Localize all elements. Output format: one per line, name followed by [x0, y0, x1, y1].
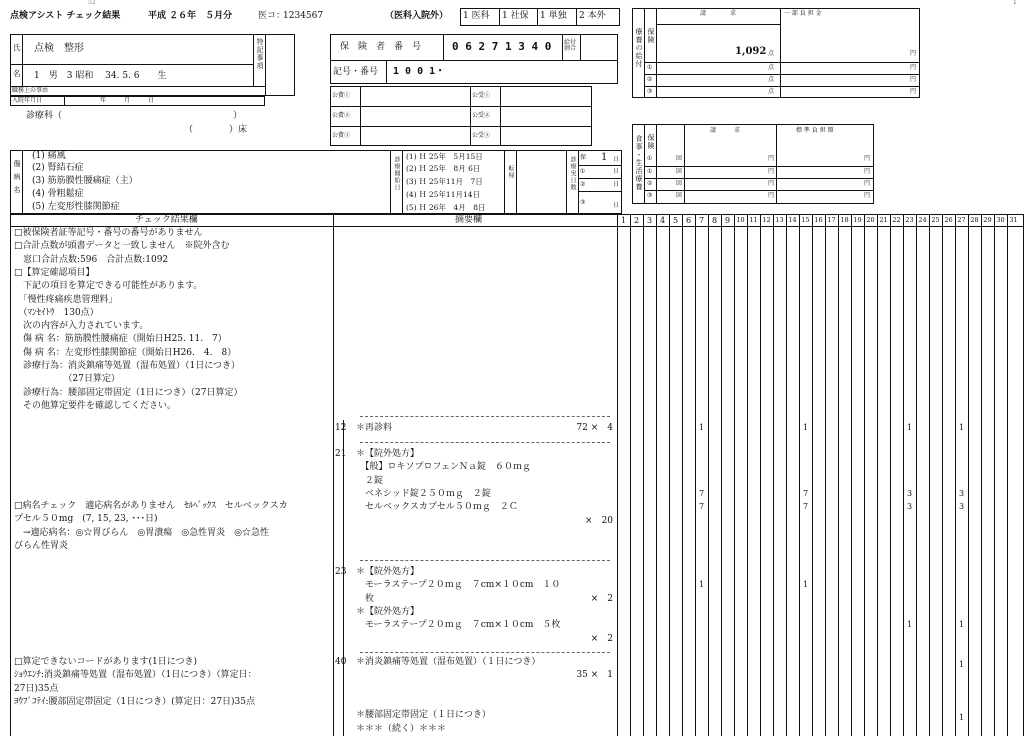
day-mark: 3 [906, 502, 913, 511]
summary-line: ＊再診料 [356, 423, 393, 433]
claim-row-2-yen: 円 [910, 76, 917, 83]
summary-code: 21 [335, 449, 347, 459]
days-row-unit-0: 日 [613, 156, 620, 163]
disease-2: (2) 腎結石症 [32, 163, 84, 173]
bed-label: （ ）床 [184, 125, 248, 135]
day-header: 3 [646, 216, 653, 225]
patient-name: 点検 整形 [34, 43, 84, 54]
days-row-label-0: 保 [580, 154, 587, 161]
summary-code: 23 [335, 567, 347, 577]
day-header: 10 [736, 216, 745, 224]
day-header: 19 [853, 216, 862, 224]
day-header: 17 [827, 216, 836, 224]
meal-row-3: ③ [647, 192, 653, 199]
day-header: 2 [633, 216, 640, 225]
day-header: 24 [918, 216, 927, 224]
day-header: 16 [814, 216, 823, 224]
day-header: 5 [672, 216, 679, 225]
meal-yen-std-1: 円 [864, 168, 871, 175]
meal-yen-std-0: 円 [864, 155, 871, 162]
day-header: 1 [620, 216, 627, 225]
insurance-type-2: 1 社保 [502, 11, 529, 21]
meal-standard-header: 標 準 負 担 額 [796, 127, 834, 134]
public-payer-1: 公費① [332, 92, 351, 99]
admission-label: 入院年月日 [12, 97, 43, 104]
summary-line: ２錠 [356, 475, 384, 486]
claim-side-label: 療養の給付 [635, 28, 643, 68]
day-header: 23 [905, 216, 914, 224]
claim-yen-unit: 円 [910, 50, 917, 57]
check-result-line: ｼｮｳｴﾝﾁ:消炎鎮痛等処置（湿布処置）（1日につき）（算定日： [14, 670, 257, 681]
meal-times-1: 回 [676, 168, 683, 175]
check-result-line: （27日算定） [14, 374, 120, 385]
day-header: 4 [659, 216, 666, 225]
summary-quantity: 35 × 1 [576, 670, 613, 681]
clinic-code: 1234567 [283, 11, 324, 21]
insurance-type-3: 1 単独 [540, 11, 567, 21]
meal-yen-std-2: 円 [864, 180, 871, 187]
summary-line: ベネシッド錠２５０ｍｇ ２錠 [356, 488, 491, 499]
day-mark: 1 [958, 713, 965, 722]
summary-column-header: 摘要欄 [455, 215, 483, 225]
admission-date: 年 月 日 [100, 97, 155, 104]
day-header: 30 [996, 216, 1005, 224]
category-label: （医科入院外） [385, 11, 449, 21]
check-result-line: →適応病名：◎☆胃びらん ◎胃潰瘍 ◎急性胃炎 ◎☆急性 [14, 527, 269, 538]
meal-side-label: 食事・生活療養 [635, 135, 643, 191]
meal-yen-0: 円 [768, 155, 775, 162]
summary-line: ＊消炎鎮痛等処置（湿布処置）（１日につき） [356, 657, 541, 667]
meal-yen-3: 円 [768, 192, 775, 199]
meal-times-0: 回 [676, 155, 683, 162]
summary-line: ＊【院外処方】 [356, 449, 420, 459]
days-row-unit-1: 日 [613, 168, 620, 175]
day-mark: 1 [958, 423, 965, 432]
claim-row-2-unit: 点 [768, 76, 775, 83]
summary-line: 枚 [356, 593, 375, 604]
check-result-line: □被保険者証等記号・番号の番号がありません [14, 228, 203, 238]
day-mark: 1 [698, 423, 705, 432]
check-column-header: チェック結果欄 [135, 215, 198, 225]
clinic-code-label: 医コ： [258, 11, 286, 21]
day-header: 12 [762, 216, 771, 224]
day-header: 31 [1009, 216, 1018, 224]
meal-times-2: 回 [676, 180, 683, 187]
insurer-number: 0 6 2 7 1 3 4 0 [452, 40, 552, 53]
day-mark: 7 [698, 502, 705, 511]
day-header: 6 [685, 216, 692, 225]
faded-number: 52 [88, 0, 96, 6]
summary-code: 40 [335, 657, 347, 667]
claim-row-2: ② [647, 76, 653, 83]
days-row-label-3: ③ [580, 199, 586, 206]
day-mark: 7 [802, 489, 809, 498]
public-recipient-1: 公受① [472, 92, 491, 99]
day-header: 11 [749, 216, 758, 224]
claim-insurance-label: 保険 [647, 28, 655, 44]
claim-value: 1,092 [735, 46, 767, 57]
summary-line: ＊【院外処方】 [356, 567, 420, 577]
days-row-label-2: ② [580, 181, 586, 188]
day-header: 29 [983, 216, 992, 224]
meal-row-0: ① [647, 155, 653, 162]
check-result-line: □病名チェック 適応病名がありません ｾﾙﾍﾞｯｸｽ セルベックスカ [14, 501, 288, 511]
summary-code: 12 [335, 423, 347, 433]
summary-line: ＊＊＊（続く）＊＊＊ [356, 723, 447, 734]
check-result-line: □合計点数が頭書データと一致しません ※院外含む [14, 241, 230, 252]
public-payer-2: 公費② [332, 112, 351, 119]
day-header: 28 [970, 216, 979, 224]
meal-row-2: ② [647, 180, 653, 187]
special-notes-label: 特記事項 [256, 38, 264, 70]
day-header: 21 [879, 216, 888, 224]
meal-times-3: 回 [676, 192, 683, 199]
copay-header: 一 部 負 担 金 [784, 10, 822, 17]
day-mark: 1 [906, 620, 913, 629]
disease-4: (4) 骨粗鬆症 [32, 189, 84, 199]
day-header: 27 [957, 216, 966, 224]
meal-yen-1: 円 [768, 168, 775, 175]
days-row-unit-3: 日 [613, 202, 620, 209]
claim-row-3-yen: 円 [910, 88, 917, 95]
page-number: 1 [1013, 0, 1017, 6]
claim-point-unit: 点 [768, 50, 775, 57]
start-date-3: (3) Ｈ 25年11月 7日 [406, 177, 483, 186]
meal-yen-std-3: 円 [864, 192, 871, 199]
start-date-2: (2) Ｈ 25年 8月 6日 [406, 164, 481, 173]
day-header: 8 [711, 216, 718, 225]
meal-insurance-label: 保険 [647, 134, 655, 150]
day-mark: 1 [802, 580, 809, 589]
day-mark: 7 [802, 502, 809, 511]
check-result-line: 次の内容が入力されています。 [14, 321, 149, 332]
check-result-line: □算定できないコードがあります(1日につき) [14, 657, 198, 667]
day-mark: 1 [698, 580, 705, 589]
check-result-line: 下記の項目を算定できる可能性があります。 [14, 281, 203, 292]
day-mark: 3 [958, 489, 965, 498]
claim-box [632, 8, 920, 98]
day-mark: 3 [906, 489, 913, 498]
day-header: 9 [724, 216, 731, 225]
day-mark: 7 [698, 489, 705, 498]
days-row-unit-2: 日 [613, 181, 620, 188]
day-mark: 1 [802, 423, 809, 432]
department-label: 診療科（ ） [26, 111, 243, 121]
summary-quantity: × 2 [590, 593, 613, 604]
day-header: 25 [931, 216, 940, 224]
outcome-label: 転帰 [507, 165, 514, 179]
summary-quantity: × 2 [590, 633, 613, 644]
check-result-line: 「慢性疼痛疾患管理料」 [14, 294, 118, 305]
start-date-5: (5) Ｈ 26年 4月 8日 [406, 203, 486, 212]
day-header: 18 [840, 216, 849, 224]
check-result-line: その他算定要件を確認してください。 [14, 400, 177, 411]
check-result-line: びらん性胃炎 [14, 540, 69, 551]
check-result-line: 傷 病 名：左変形性膝関節症（開始日H26. 4. 8） [14, 347, 237, 358]
meal-claim-header: 請 求 [710, 127, 741, 134]
summary-line: モーラステープ２０ｍｇ ７cm×１０cm １０ [356, 580, 561, 591]
disease-side-label: 傷病名 [13, 160, 21, 199]
public-recipient-2: 公受② [472, 112, 491, 119]
check-result-line: プセル５０mg (7, 15, 23, ･･･日) [14, 514, 158, 525]
disease-3: (3) 筋筋膜性腰痛症（主） [32, 176, 138, 186]
summary-line: セルベックスカプセル５０ｍｇ ２Ｃ [356, 502, 518, 513]
check-result-line: 診療行為：消炎鎮痛等処置（湿布処置）（1日につき） [14, 361, 241, 371]
day-mark: 1 [906, 423, 913, 432]
claim-header: 請 求 [700, 10, 737, 17]
claim-row-1: ① [647, 64, 653, 71]
summary-quantity: 72 × 4 [576, 423, 613, 433]
day-header: 7 [698, 216, 705, 225]
day-header: 13 [775, 216, 784, 224]
occupation-label: 職務上の事由 [12, 87, 49, 94]
claim-row-1-yen: 円 [910, 64, 917, 71]
meal-box [632, 124, 874, 204]
check-result-line: 窓口合計点数:596 合計点数:1092 [14, 254, 169, 265]
benefit-ratio-label: 給付割合 [564, 39, 577, 52]
check-result-line: ﾖｳﾌﾞｺﾃｲ:腰部固定帯固定（1日につき）(算定日：27日)35点 [14, 696, 256, 707]
disease-1: (1) 痛風 [32, 151, 66, 161]
name-label: 氏 [13, 43, 21, 52]
meal-yen-2: 円 [768, 180, 775, 187]
day-header: 22 [892, 216, 901, 224]
summary-line: ＊【院外処方】 [356, 606, 420, 617]
day-mark: 1 [958, 660, 965, 669]
check-result-line: （ﾏﾝｾｲﾄｳ 130点） [14, 307, 99, 318]
day-header: 20 [866, 216, 875, 224]
day-header: 15 [801, 216, 810, 224]
summary-line: モーラステープ２０ｍｇ ７cm×１０cm ５枚 [356, 620, 561, 631]
start-date-label: 診療開始日 [393, 156, 400, 191]
check-result-line: 27日)35点 [14, 683, 59, 694]
start-date-4: (4) Ｈ 25年11月14日 [406, 190, 481, 199]
page-title: 点検アシスト チェック結果 [10, 11, 121, 21]
claim-period: 平成 ２６年 ５月分 [148, 11, 233, 21]
disease-5: (5) 左変形性膝関節症 [32, 202, 120, 212]
day-mark: 1 [958, 620, 965, 629]
name-label-2: 名 [13, 69, 21, 78]
claim-row-3-unit: 点 [768, 88, 775, 95]
patient-sex-age: 1 男 3 昭和 34. 5. 6 生 [34, 71, 167, 81]
claim-row-1-unit: 点 [768, 64, 775, 71]
public-payer-3: 公費③ [332, 132, 351, 139]
public-recipient-3: 公受③ [472, 132, 491, 139]
summary-line: 【般】ロキソプロフェンＮａ錠 ６０ｍｇ [356, 462, 532, 473]
claim-row-3: ③ [647, 88, 653, 95]
insurance-type-1: 1 医科 [463, 11, 490, 21]
check-result-line: 診療行為：腰部固定帯固定（1日につき）（27日算定） [14, 387, 243, 398]
symbol-number: 1 0 0 1・ [393, 66, 446, 77]
days-label: 診療実日数 [569, 156, 576, 191]
check-result-line: □【算定確認項目】 [14, 267, 95, 278]
check-result-line: 傷 病 名：筋筋膜性腰痛症（開始日H25. 11. 7） [14, 334, 227, 345]
summary-line: ＊腰部固定帯固定（１日につき） [356, 710, 491, 721]
day-mark: 3 [958, 502, 965, 511]
insurance-type-4: 2 本外 [579, 11, 606, 21]
public-expense-box [330, 86, 592, 146]
insurer-number-label: 保 険 者 番 号 [340, 42, 422, 52]
day-header: 26 [944, 216, 953, 224]
days-row-value-0: 1 [601, 152, 608, 163]
symbol-number-label: 記号・番号 [333, 67, 379, 77]
meal-row-1: ① [647, 168, 653, 175]
summary-quantity: × 20 [585, 515, 613, 526]
start-date-1: (1) Ｈ 25年 5月15日 [406, 152, 483, 161]
day-header: 14 [788, 216, 797, 224]
days-row-label-1: ① [580, 168, 586, 175]
